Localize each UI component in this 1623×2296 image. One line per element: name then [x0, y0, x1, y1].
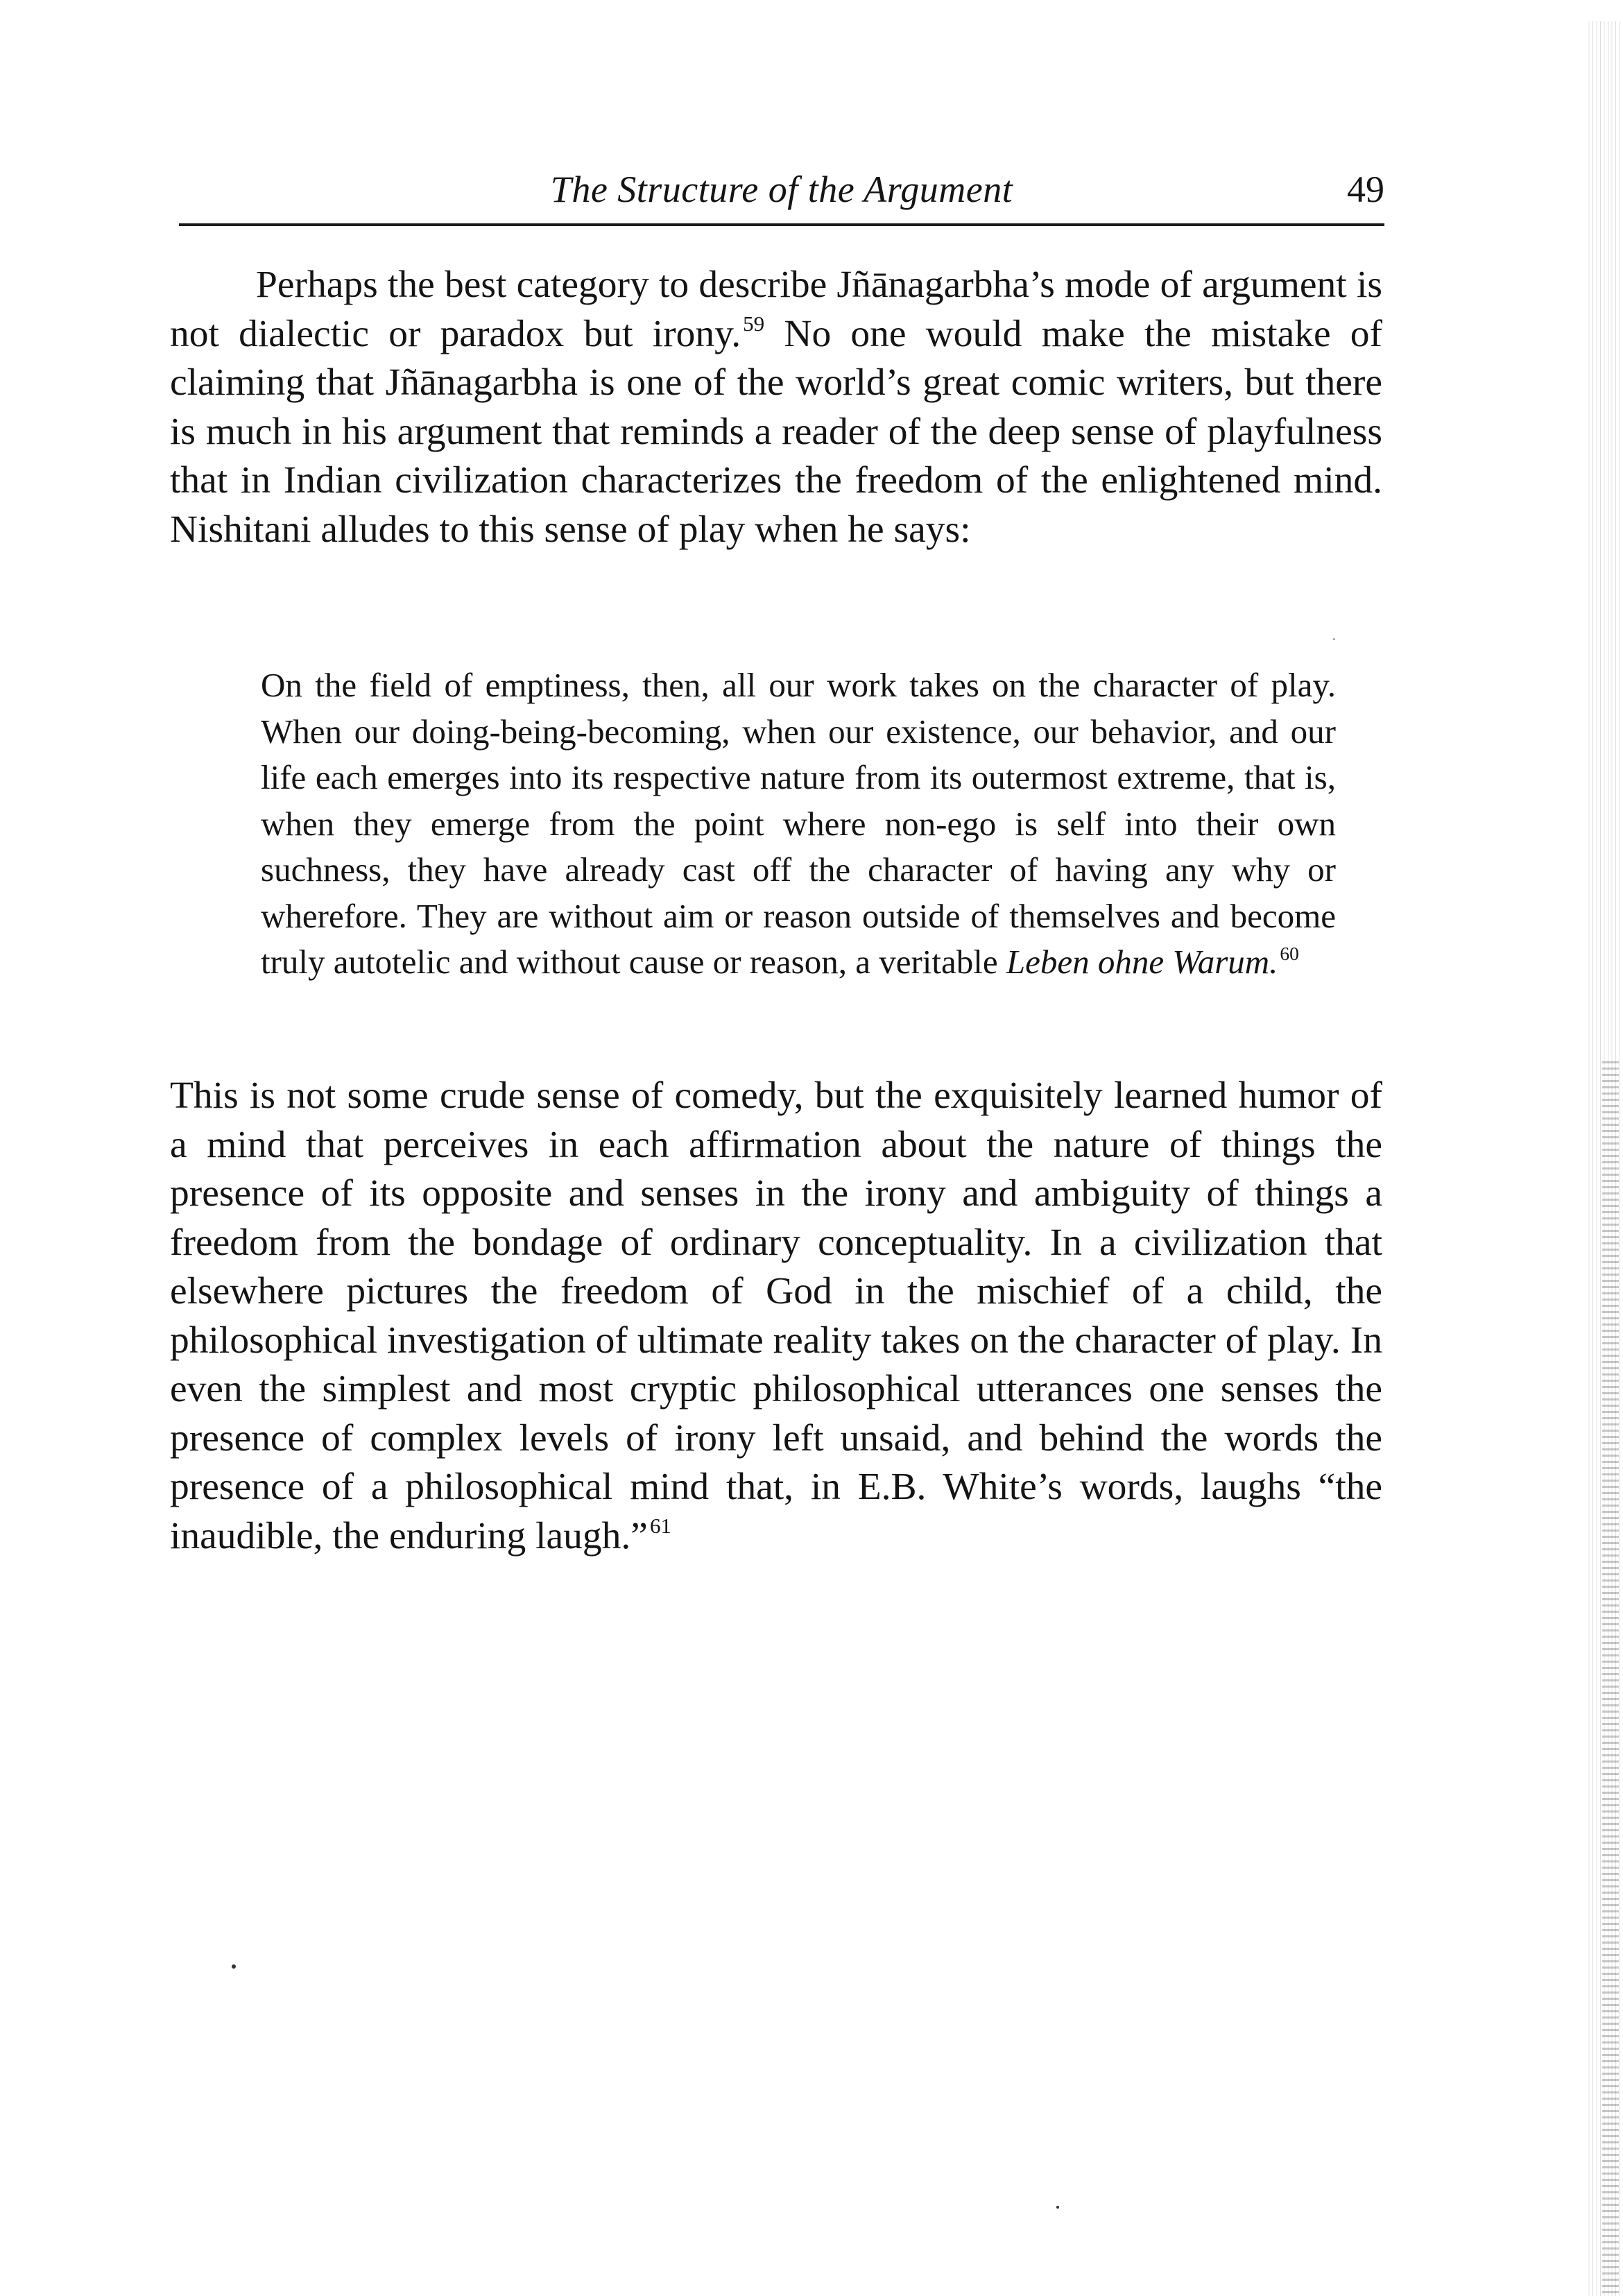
paragraph-1-text: Perhaps the best category to describe Jñānagarbha’s mode of argument is not dialectic or paradox but irony. — [170, 264, 1382, 355]
paragraph-2-text: This is not some crude sense of comedy, but the exquisitely learned humor of a mind that perceives in each affirmation about the nature of things the presence of its opposite and senses in the irony and ambiguity of things a freedom from the bondage of ordinary conceptuality. In a civilization that elsewhere pictures the freedom of God in the mischief of a child, the philosophical investigation of ultimate reality takes on the character of play. In even the simplest and most cryptic philosophical utterances one senses the presence of complex levels of irony left unsaid, and behind the words the presence of a philosophical mind that, in E.B. White’s words, laughs “the inaudible, the enduring laugh.” — [170, 1074, 1382, 1557]
page-number: 49 — [1347, 169, 1384, 210]
running-header — [179, 161, 1384, 226]
paragraph-1-text-continued: No one would make the mistake of claiming that Jñānagarbha is one of the world’s great comic writers, but there is much in his argument that reminds a reader of the deep sense of playfulness that in Indian civilization characterizes the freedom of the enlightened mind. Nishitani alludes to this sense of play when he says: — [170, 312, 1382, 551]
footnote-ref-59: 59 — [743, 311, 765, 336]
scan-edge-shadow — [1602, 1061, 1619, 2296]
footnote-ref-61: 61 — [649, 1513, 672, 1538]
quote-text: On the field of emptiness, then, all our work takes on the character of play. When our doing-being-becoming, when our existence, our behavior, and our life each emerges into its respective nature from its outermost extreme, that is, when they emerge from the point where non-ego is self into their own suchness, they have already cast off the character of having any why or wherefore. They are without aim or reason outside of themselves and become truly autotelic and without cause or reason, a veritable — [261, 666, 1336, 981]
dust-speck — [232, 1964, 236, 1969]
dust-speck — [1333, 638, 1335, 640]
dust-speck — [1056, 2206, 1059, 2209]
footnote-ref-60: 60 — [1280, 943, 1299, 964]
running-head-title: The Structure of the Argument — [550, 169, 1013, 210]
scan-edge-artifact — [1588, 21, 1623, 2296]
quote-italic-phrase: Leben ohne Warum. — [1006, 943, 1278, 981]
nishitani-quote — [261, 662, 1336, 986]
paragraph-comedy — [170, 1072, 1382, 1561]
paragraph-irony — [170, 261, 1382, 554]
